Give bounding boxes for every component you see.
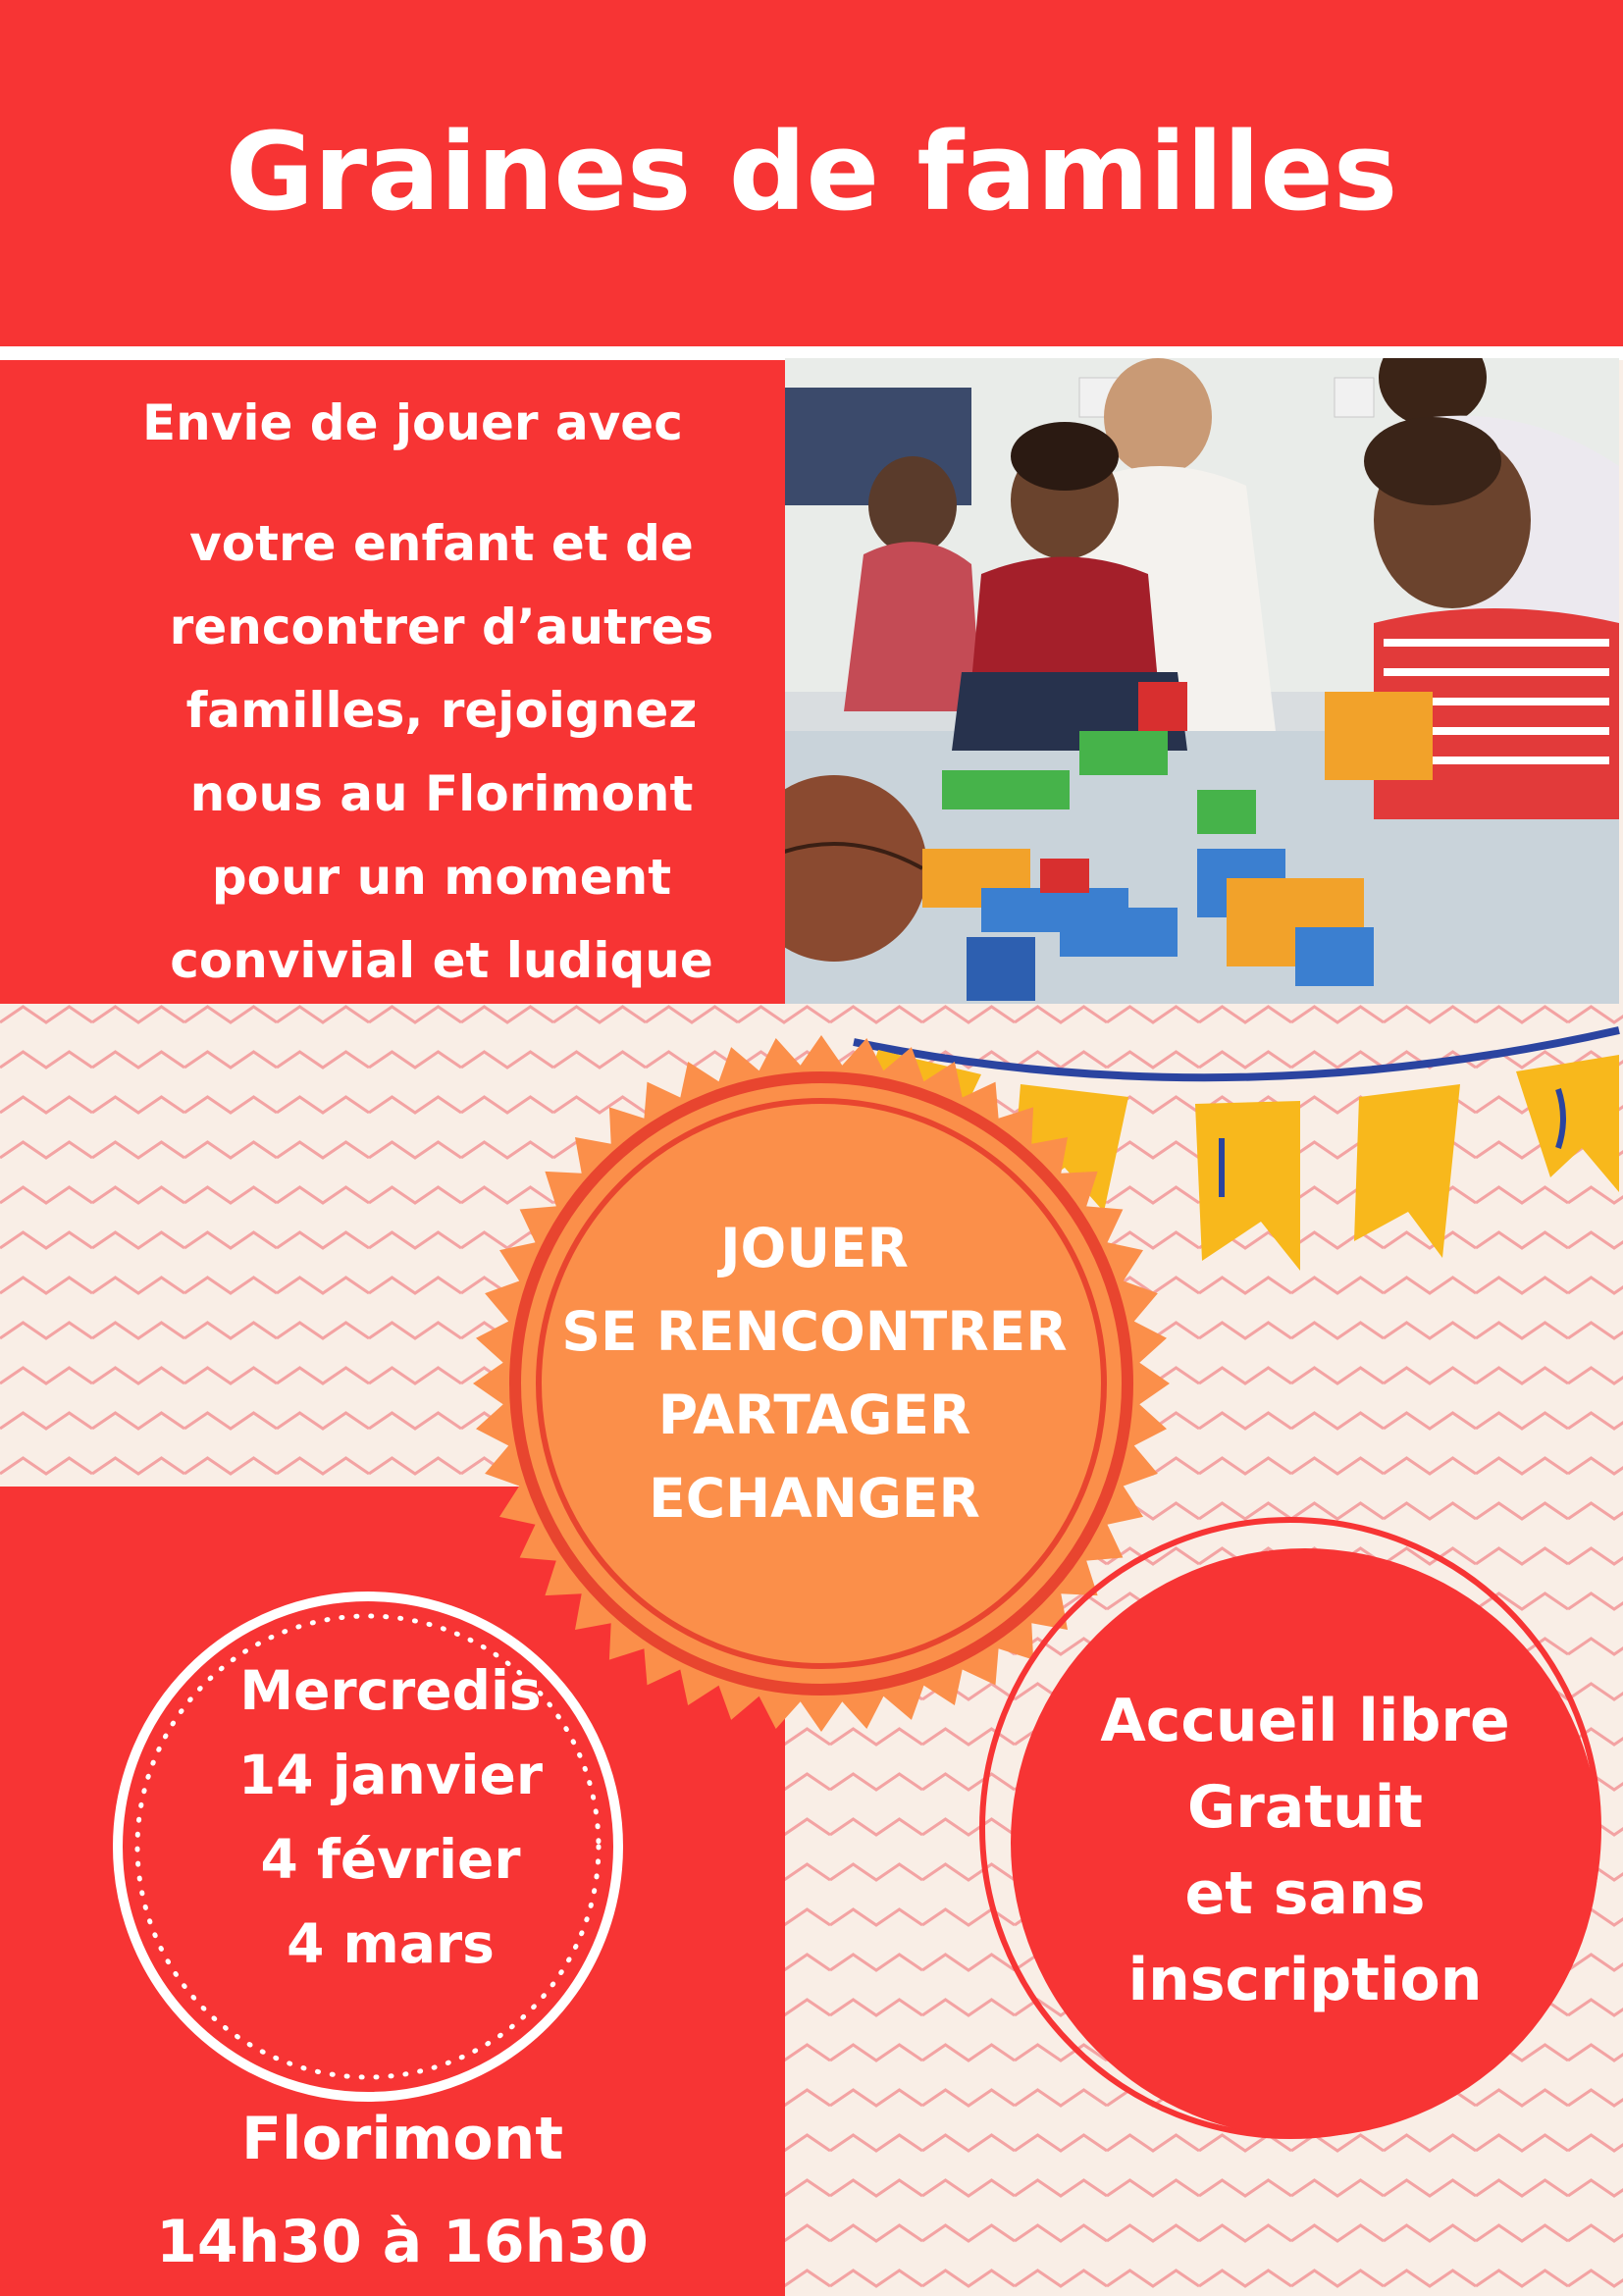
hours: 14h30 à 16h30 — [156, 2208, 649, 2276]
date-item: 14 janvier — [238, 1744, 543, 1806]
date-item: 4 mars — [287, 1912, 495, 1975]
intro-line: familles, rejoignez — [185, 682, 698, 739]
pillars-list — [530, 1207, 1099, 1540]
access-line: Accueil libre — [1100, 1687, 1510, 1755]
intro-line: votre enfant et de — [189, 515, 694, 572]
intro-first-line: Envie de jouer avec — [142, 394, 683, 451]
intro-line: pour un moment — [211, 849, 672, 906]
intro-line: convivial et ludique — [170, 932, 713, 989]
access-line: Gratuit — [1187, 1773, 1423, 1842]
location-hours — [88, 2088, 716, 2294]
pillar-item: SE RENCONTRER — [561, 1300, 1068, 1363]
dates-heading: Mercredis — [239, 1659, 542, 1722]
dates-list — [116, 1648, 665, 1986]
children-playing-photo — [785, 358, 1619, 1004]
page-title: Graines de familles — [225, 109, 1398, 235]
pillar-item: PARTAGER — [657, 1383, 971, 1446]
pillar-item: ECHANGER — [649, 1467, 980, 1530]
access-line: et sans — [1184, 1859, 1426, 1928]
access-info — [991, 1678, 1619, 2023]
location: Florimont — [240, 2105, 564, 2173]
date-item: 4 février — [260, 1828, 521, 1891]
intro-line: rencontrer d’autres — [169, 599, 714, 655]
intro-line: nous au Florimont — [189, 765, 694, 822]
pillar-item: JOUER — [720, 1217, 909, 1279]
access-line: inscription — [1127, 1946, 1483, 2014]
intro-text — [128, 502, 756, 1003]
